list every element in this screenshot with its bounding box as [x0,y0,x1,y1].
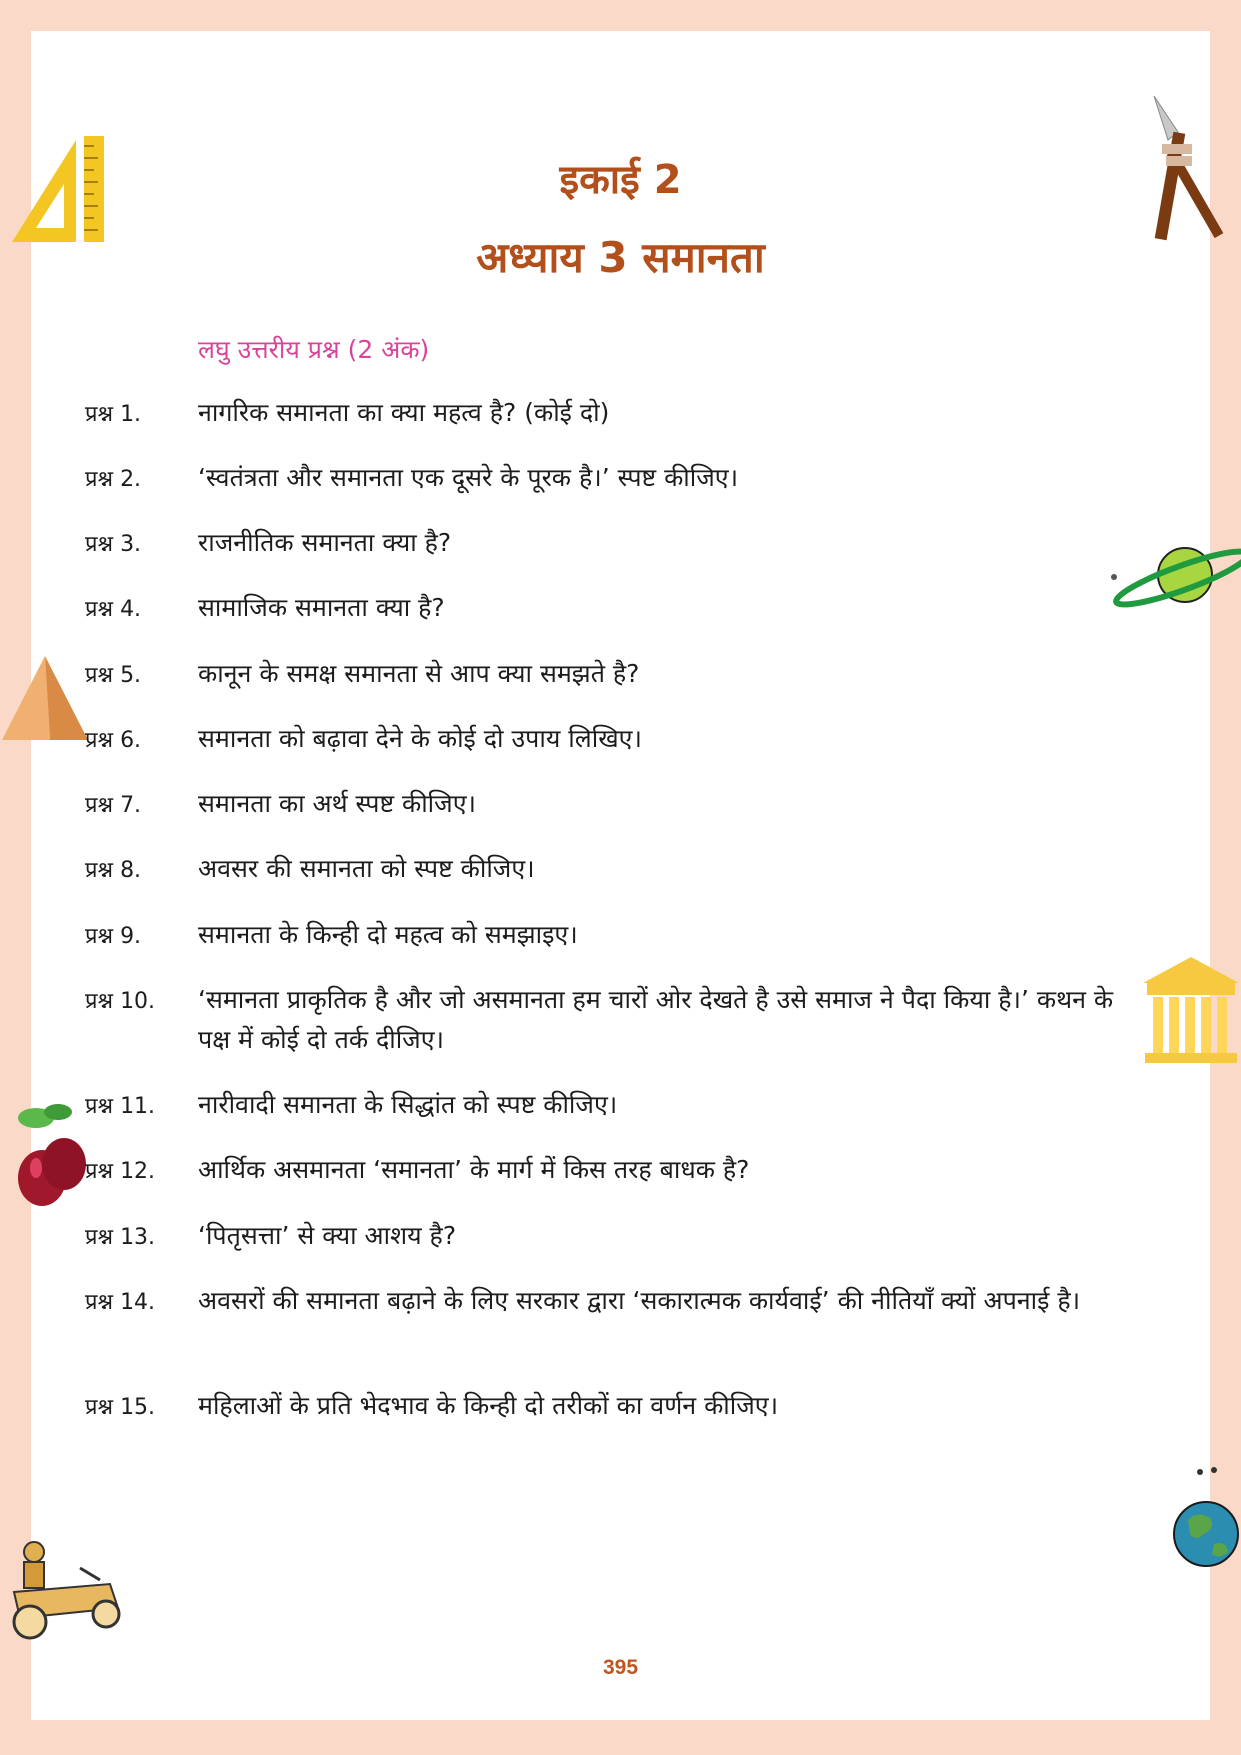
question-number: प्रश्न 7. [85,793,142,818]
question-number: प्रश्न 1. [85,402,142,427]
question-item [85,1216,1145,1258]
question-item [85,1386,1145,1428]
question-text: समानता के किन्ही दो महत्व को समझाइए। [198,920,578,949]
question-number: प्रश्न 6. [85,728,142,753]
question-number: प्रश्न 11. [85,1094,156,1119]
question-text: कानून के समक्ष समानता से आप क्या समझते है? [198,659,640,688]
question-text: राजनीतिक समानता क्या है? [198,528,452,557]
question-number: प्रश्न 5. [85,663,142,688]
unit-title: इकाई 2 [559,157,682,203]
question-item [85,458,1145,500]
question-text: समानता को बढ़ावा देने के कोई दो उपाय लिखिए। [198,724,642,753]
question-item [85,654,1145,696]
question-text: ‘पितृसत्ता’ से क्या आशय है? [198,1221,457,1250]
question-number: प्रश्न 10. [85,989,156,1014]
question-number: प्रश्न 4. [85,597,142,622]
question-text: ‘समानता प्राकृतिक है और जो असमानता हम चारों ओर देखते है उसे समाज ने पैदा किया है।’ कथन के पक्ष में कोई दो तर्क दीजिए। [198,985,1114,1054]
question-item [85,980,1145,1060]
question-number: प्रश्न 9. [85,924,142,949]
question-item [85,588,1145,630]
globe-icon [1170,1462,1241,1572]
question-text: महिलाओं के प्रति भेदभाव के किन्ही दो तरीकों का वर्णन कीजिए। [198,1391,779,1420]
question-text: आर्थिक असमानता ‘समानता’ के मार्ग में किस तरह बाधक है? [198,1155,750,1184]
chapter-title: अध्याय 3 समानता [476,233,765,282]
question-item [85,393,1145,435]
question-text: अवसरों की समानता बढ़ाने के लिए सरकार द्वारा ‘सकारात्मक कार्यवाई’ की नीतियाँ क्यों अपनाई है। [198,1286,1081,1315]
question-text: सामाजिक समानता क्या है? [198,593,445,622]
question-item [85,915,1145,957]
question-number: प्रश्न 13. [85,1225,156,1250]
question-number: प्रश्न 14. [85,1290,156,1315]
question-number: प्रश्न 2. [85,467,142,492]
question-text: नारीवादी समानता के सिद्धांत को स्पष्ट कीजिए। [198,1090,618,1119]
question-item [85,719,1145,761]
page-number: 395 [602,1656,639,1679]
vintage-car-icon [0,1538,130,1648]
question-text: अवसर की समानता को स्पष्ट कीजिए। [198,854,535,883]
question-item [85,523,1145,565]
question-item [85,1085,1145,1127]
pillar-building-icon [1141,955,1241,1065]
question-text: समानता का अर्थ स्पष्ट कीजिए। [198,789,476,818]
question-number: प्रश्न 3. [85,532,142,557]
question-number: प्रश्न 12. [85,1159,156,1184]
question-text: नागरिक समानता का क्या महत्व है? (कोई दो) [198,398,610,427]
question-item [85,1150,1145,1192]
section-heading: लघु उत्तरीय प्रश्न (2 अंक) [198,335,430,364]
pyramid-icon [0,654,90,742]
fruit-icon [6,1098,90,1208]
question-number: प्रश्न 8. [85,858,142,883]
question-item [85,784,1145,826]
question-text: ‘स्वतंत्रता और समानता एक दूसरे के पूरक है।’ स्पष्ट कीजिए। [198,463,739,492]
question-item [85,849,1145,891]
question-item [85,1281,1145,1323]
question-number: प्रश्न 15. [85,1395,156,1420]
